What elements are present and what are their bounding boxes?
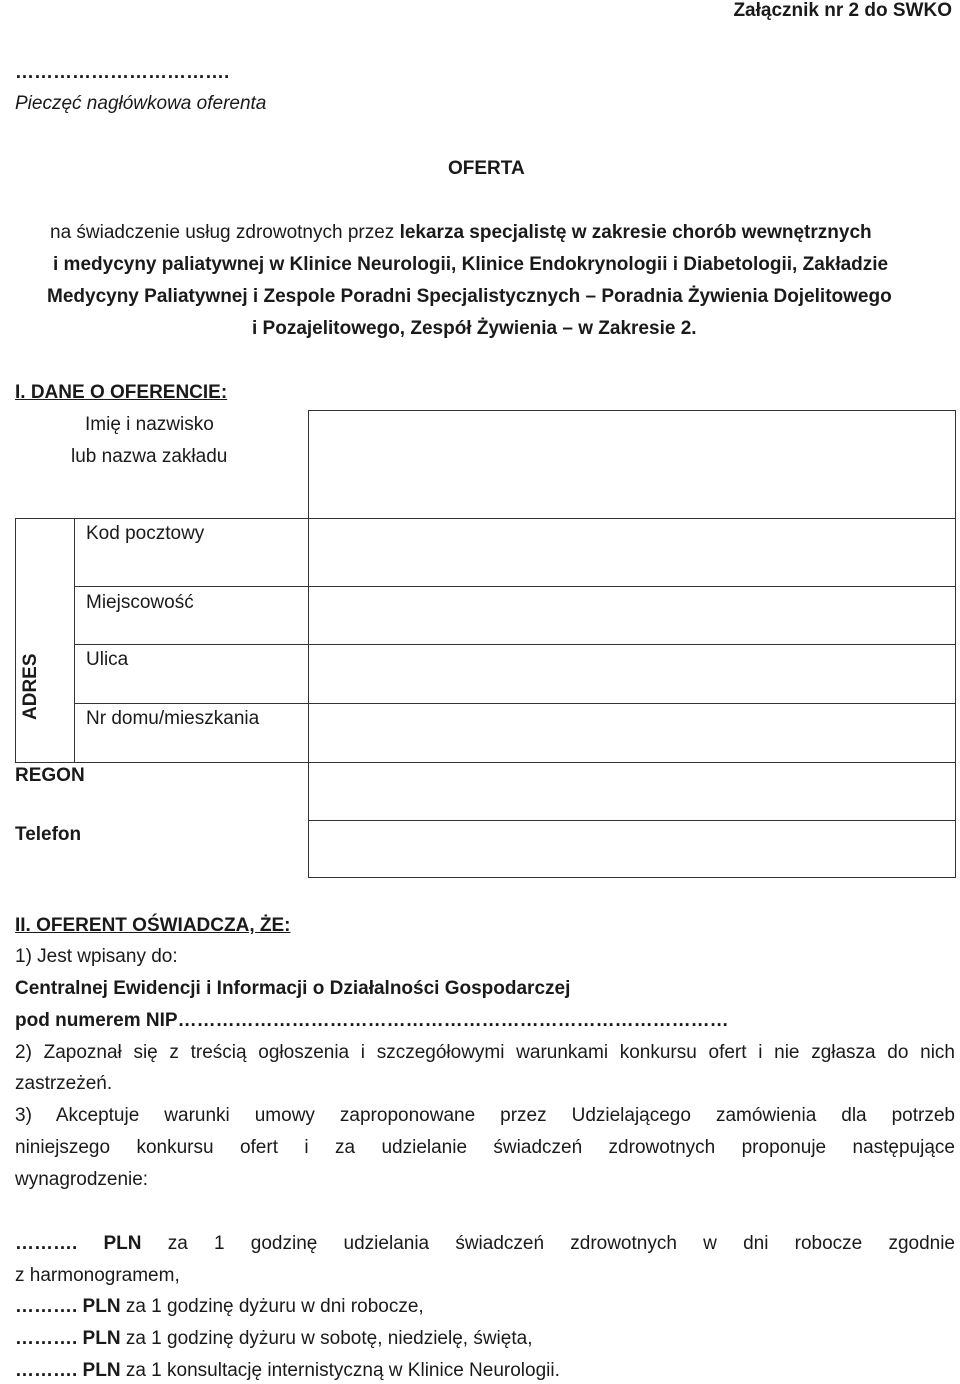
statement-3-line-3: wynagrodzenie: [15, 1169, 149, 1190]
name-label-line-1: Imię i nazwisko [85, 414, 214, 435]
regon-label: REGON [15, 765, 85, 786]
rate-2 [15, 1296, 424, 1318]
attachment-label: Załącznik nr 2 do SWKO [733, 0, 952, 21]
table-row-divider [74, 586, 956, 587]
rate-1-text: za 1 godzinę udzielania świadczeń zdrowotnych w dni robocze zgodnie [141, 1233, 956, 1254]
city-label: Miejscowość [86, 592, 194, 613]
address-border-left [15, 518, 16, 763]
postal-code-label: Kod pocztowy [86, 523, 205, 544]
subject-line-3: Medycyny Paliatywnej i Zespole Poradni Specjalistycznych – Poradnia Żywienia Dojelitowego [47, 286, 892, 307]
table-border-bottom [308, 877, 956, 878]
rate-dots: ………. [15, 1328, 78, 1349]
subject-line-2: i medycyny paliatywnej w Klinice Neurologii, Klinice Endokrynologii i Diabetologii, Zakładzie [53, 254, 889, 275]
statement-3-line-1: 3) Akceptuje warunki umowy zaproponowane przez Udzielającego zamówienia dla potrzeb [15, 1105, 955, 1126]
rate-currency: PLN [77, 1233, 142, 1254]
rate-4 [15, 1360, 560, 1382]
table-row-divider [308, 820, 956, 821]
rate-1-line-2: z harmonogramem, [15, 1265, 180, 1286]
rate-dots: ………. [15, 1233, 78, 1254]
table-border-top [308, 410, 956, 411]
subject-line-1-bold: lekarza specjalistę w zakresie chorób wewnętrznych [399, 222, 872, 243]
rate-dots: ………. [15, 1360, 78, 1381]
table-row-divider [15, 518, 956, 519]
table-row-divider [15, 762, 956, 763]
table-row-divider [74, 644, 956, 645]
stamp-label: Pieczęć nagłówkowa oferenta [15, 93, 267, 114]
street-label: Ulica [86, 649, 129, 670]
statement-2-line-2: zastrzeżeń. [15, 1073, 113, 1094]
name-label-line-2: lub nazwa zakładu [71, 446, 228, 467]
statement-1-register: Centralnej Ewidencji i Informacji o Działalności Gospodarczej [15, 978, 571, 999]
address-label-divider [74, 518, 75, 763]
rate-currency: PLN [77, 1360, 121, 1381]
rate-2-text: za 1 godzinę dyżuru w dni robocze, [120, 1296, 424, 1317]
rate-4-text: za 1 konsultację internistyczną w Klinice Neurologii. [120, 1360, 560, 1381]
rate-currency: PLN [77, 1328, 121, 1349]
statement-1: 1) Jest wpisany do: [15, 946, 178, 967]
table-row-divider [74, 703, 956, 704]
phone-label: Telefon [15, 824, 82, 845]
subject-line-1-text: na świadczenie usług zdrowotnych przez [50, 222, 400, 243]
document-title: OFERTA [448, 158, 525, 179]
rate-3-text: za 1 godzinę dyżuru w sobotę, niedzielę, święta, [120, 1328, 533, 1349]
section-1-heading: I. DANE O OFERENCIE: [15, 382, 228, 403]
subject-line-1 [50, 222, 872, 244]
address-label: ADRES [20, 653, 41, 720]
house-number-label: Nr domu/mieszkania [86, 708, 260, 729]
section-2-heading: II. OFERENT OŚWIADCZA, ŻE: [15, 915, 291, 936]
stamp-dots: ……………………………. [15, 62, 230, 83]
rate-currency: PLN [77, 1296, 121, 1317]
nip-line: pod numerem NIP…………………………………………………………………………… [15, 1010, 729, 1031]
rate-dots: ………. [15, 1296, 78, 1317]
subject-line-4: i Pozajelitowego, Zespół Żywienia – w Zakresie 2. [252, 318, 697, 339]
statement-3-line-2: niniejszego konkursu ofert i za udzielanie świadczeń zdrowotnych proponuje następujące [15, 1137, 955, 1158]
rate-3 [15, 1328, 532, 1350]
rate-1-line-1 [15, 1233, 955, 1255]
statement-2-line-1: 2) Zapoznał się z treścią ogłoszenia i szczegółowymi warunkami konkursu ofert i nie zgłasza do nich [15, 1042, 955, 1063]
